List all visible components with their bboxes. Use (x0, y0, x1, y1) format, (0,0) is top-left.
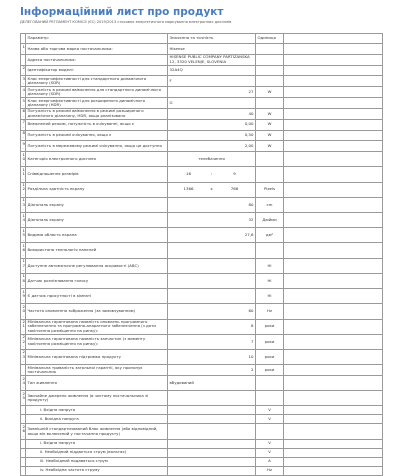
row-number: 11. (22, 166, 25, 181)
row-value (168, 415, 256, 424)
row-ref (284, 439, 383, 448)
row-number: 18. (22, 273, 25, 288)
table-row (21, 65, 383, 76)
value-part: 16 (186, 171, 191, 177)
table-row (21, 108, 383, 119)
row-unit (256, 65, 284, 76)
row-value (168, 258, 256, 273)
row-unit (256, 243, 284, 258)
row-unit: Ні (256, 258, 284, 273)
row-number: 1. (22, 43, 25, 53)
row-value (168, 466, 256, 475)
row-unit: роки (256, 334, 284, 349)
table-row (21, 119, 383, 130)
table-row (21, 365, 383, 376)
row-unit (256, 98, 284, 109)
row-parameter: Адреса постачальника: (26, 54, 168, 65)
table-row (21, 376, 383, 391)
row-ref (284, 424, 383, 439)
document-header (20, 6, 382, 25)
table-row (21, 152, 383, 167)
row-value: 27 (168, 87, 256, 98)
row-value (168, 424, 256, 439)
value-part: 768 (230, 186, 239, 192)
row-value (168, 439, 256, 448)
row-number: 9. (22, 140, 25, 151)
header-parameter: Параметр: (26, 34, 168, 44)
row-unit: Дюйми (256, 213, 284, 228)
document-title: Інформаційний лист про продукт (20, 6, 224, 18)
table-row (21, 457, 383, 466)
row-parameter: Ідентифікатор моделі: (26, 65, 168, 76)
row-parameter: Мінімальна гарантована підтримка продукту (26, 349, 168, 364)
row-value (168, 167, 256, 182)
row-parameter: Співвідношення розмірів (26, 167, 168, 182)
row-value: 7 (168, 334, 256, 349)
row-parameter: Потужність в мережевому режимі очікування, якщо це доступно (26, 141, 168, 152)
row-unit: W (256, 130, 284, 141)
row-parameter: Роздільна здатність екрану (26, 182, 168, 197)
row-unit: W (256, 119, 284, 130)
row-ref (284, 87, 383, 98)
value-part: 1366 (183, 186, 194, 192)
value-part: 9 (233, 171, 236, 177)
table-row (21, 76, 383, 87)
row-unit: дм² (256, 228, 284, 243)
row-unit (256, 54, 284, 65)
row-parameter: Потужність в режимі ввімкнення для стандартного динамічного діапазону (SDR) (26, 87, 168, 98)
row-unit: роки (256, 319, 284, 334)
row-parameter: Тип живлення (26, 376, 168, 391)
row-number: 12. (22, 182, 25, 196)
row-parameter: Мінімальна гарантована наявність запчастин (з моменту закінчення розміщення на ринку): (26, 334, 168, 349)
row-value: 60 (168, 304, 256, 319)
row-ref (284, 167, 383, 182)
table-row (21, 424, 383, 439)
table-row (21, 130, 383, 141)
row-value (168, 391, 256, 406)
table-row (21, 213, 383, 228)
row-number: 6. (22, 108, 25, 118)
row-value: телебачення (168, 152, 256, 167)
row-value: 10 (168, 349, 256, 364)
table-row (21, 439, 383, 448)
row-value: 8 (168, 319, 256, 334)
table-row (21, 54, 383, 65)
row-value (168, 182, 256, 197)
row-value: 27,6 (168, 228, 256, 243)
row-ref (284, 319, 383, 334)
row-parameter: Мінімальна тривалість загальної гарантії, яку пропонує постачальник (26, 365, 168, 376)
value-pair (170, 187, 254, 191)
table-row (21, 304, 383, 319)
row-unit: Hz (256, 304, 284, 319)
table-row (21, 197, 383, 212)
row-parameter: iv. Необхідна частота струму (26, 466, 168, 475)
product-fiche-table (20, 33, 383, 476)
row-unit: Ні (256, 289, 284, 304)
row-value: вбудований (168, 376, 256, 391)
row-parameter: Є датчик присутності в кімнаті (26, 289, 168, 304)
row-value: G (168, 98, 256, 109)
row-ref (284, 448, 383, 457)
row-value (168, 243, 256, 258)
row-value: 0,00 (168, 119, 256, 130)
row-ref (284, 243, 383, 258)
row-parameter: Назва або торгова марка постачальника: (26, 44, 168, 55)
row-number: 5. (22, 97, 25, 107)
row-number: 26. (22, 423, 25, 438)
row-number: 13. (22, 197, 25, 212)
row-number: 10. (22, 151, 25, 166)
row-unit (256, 44, 284, 55)
row-number: 19. (22, 288, 25, 303)
row-parameter: ii. Вихідна напруга (26, 415, 168, 424)
row-ref (284, 119, 383, 130)
row-parameter: Потужність в режимі очікування, якщо є (26, 130, 168, 141)
row-parameter: Датчик розпізнавання голосу (26, 273, 168, 288)
row-number: 4. (22, 86, 25, 97)
row-unit: V (256, 406, 284, 415)
row-unit (256, 152, 284, 167)
row-unit: V (256, 448, 284, 457)
value-pair (170, 172, 254, 176)
row-ref (284, 130, 383, 141)
row-parameter: Зовнішній стандартизований блок живлення (або відповідний, якщо він включений у постачання продукту) (26, 424, 168, 439)
row-ref (284, 182, 383, 197)
table-row (21, 391, 383, 406)
row-ref (284, 44, 383, 55)
table-row (21, 415, 383, 424)
row-value: 40 (168, 108, 256, 119)
row-value: F (168, 76, 256, 87)
row-ref (284, 141, 383, 152)
row-ref (284, 304, 383, 319)
row-value (168, 406, 256, 415)
row-ref (284, 391, 383, 406)
row-unit: роки (256, 365, 284, 376)
row-number: 2. (22, 65, 25, 75)
document-subtitle: ДЕЛЕГОВАНИЙ РЕГЛАМЕНТ КОМІСІЇ (ЄС) 2019/2013 стосовно енергетичного маркування електронних дисплеїв (20, 20, 232, 24)
row-number: 7. (22, 119, 25, 129)
row-unit: W (256, 108, 284, 119)
row-number: 14. (22, 212, 25, 227)
row-unit: Pixels (256, 182, 284, 197)
header-value: Значення та точність (168, 34, 256, 44)
row-number: 3. (22, 75, 25, 86)
row-value: 32A4Q (168, 65, 256, 76)
table-row (21, 319, 383, 334)
table-row (21, 406, 383, 415)
row-unit: cm (256, 197, 284, 212)
table-row (21, 141, 383, 152)
table-row (21, 448, 383, 457)
row-unit: роки (256, 349, 284, 364)
header-unit: Одиниця (256, 34, 284, 44)
row-value: 32 (168, 213, 256, 228)
row-number: 21. (22, 319, 25, 333)
table-row (21, 289, 383, 304)
row-value: 0,50 (168, 130, 256, 141)
row-value (168, 273, 256, 288)
row-parameter: Клас енергоефективності для розширеного динамічного діапазону (HDR) (26, 98, 168, 109)
row-unit: W (256, 141, 284, 152)
table-row (21, 228, 383, 243)
row-ref (284, 376, 383, 391)
row-unit (256, 376, 284, 391)
row-value: HISENSE PUBLIC COMPANY PARTIZANSKA 12, 3320 VELENJE, SLOVENIA (168, 54, 256, 65)
row-ref (284, 273, 383, 288)
row-value (168, 448, 256, 457)
value-separator: x (210, 186, 213, 192)
row-ref (284, 76, 383, 87)
table-row (21, 87, 383, 98)
row-ref (284, 365, 383, 376)
row-unit: Ні (256, 273, 284, 288)
row-ref (284, 152, 383, 167)
row-parameter: ii. Необхідний піддається струм (вольтах) (26, 448, 168, 457)
row-parameter: i. Вхідна напруга (26, 406, 168, 415)
header-ref (284, 34, 383, 44)
row-value: 2,00 (168, 141, 256, 152)
table-row (21, 167, 383, 182)
row-ref (284, 289, 383, 304)
row-ref (284, 98, 383, 109)
table-row (21, 182, 383, 197)
row-ref (284, 415, 383, 424)
row-unit (256, 76, 284, 87)
row-number: 15. (22, 227, 25, 242)
row-value: Hisense (168, 44, 256, 55)
row-parameter: Частота оновлення зображення (за замовчуванням) (26, 304, 168, 319)
row-value (168, 457, 256, 466)
row-ref (284, 213, 383, 228)
row-parameter: Вимкнений режим, потужність в очікуванні, якщо є (26, 119, 168, 130)
row-number: 8. (22, 130, 25, 140)
row-value: 80 (168, 197, 256, 212)
row-unit (256, 424, 284, 439)
row-parameter: iii. Необхідний подаваться струм (26, 457, 168, 466)
table-row (21, 44, 383, 55)
table-row (21, 466, 383, 475)
row-parameter: Звичайне джерело живлення (в чистому постачальника зі продукту) (26, 391, 168, 406)
row-parameter: Видима область екрана (26, 228, 168, 243)
row-parameter: Доступне автоматичне регулювання яскравості (АВС) (26, 258, 168, 273)
row-number: 25. (22, 390, 25, 405)
row-ref (284, 349, 383, 364)
row-unit: W (256, 87, 284, 98)
row-ref (284, 457, 383, 466)
row-unit: V (256, 415, 284, 424)
row-number: 24. (22, 375, 25, 390)
row-number: 20. (22, 303, 25, 318)
row-ref (284, 228, 383, 243)
row-ref (284, 466, 383, 475)
row-parameter: Мінімальна гарантована наявність оновлень програмного забезпечення та програмно-апаратного забезпечення (з дати закінчення розміщення на ринку): (26, 319, 168, 334)
table-row (21, 334, 383, 349)
row-unit: Hz (256, 466, 284, 475)
row-parameter: Категорія електронного дисплея (26, 152, 168, 167)
row-unit: V (256, 439, 284, 448)
row-number: 23. (22, 349, 25, 364)
row-unit: A (256, 457, 284, 466)
table-row (21, 98, 383, 109)
row-number: 17. (22, 258, 25, 272)
row-ref (284, 65, 383, 76)
row-unit (256, 167, 284, 182)
row-ref (284, 108, 383, 119)
table-row (21, 258, 383, 273)
row-ref (284, 54, 383, 65)
value-separator: : (210, 171, 213, 177)
table-row (21, 243, 383, 258)
row-ref (284, 406, 383, 415)
row-ref (284, 334, 383, 349)
row-number: 22. (22, 334, 25, 349)
row-value (168, 289, 256, 304)
table-header-row (21, 34, 383, 44)
row-ref (284, 197, 383, 212)
row-value: 2 (168, 365, 256, 376)
row-unit (256, 391, 284, 406)
row-number: 16. (22, 242, 25, 257)
row-ref (284, 258, 383, 273)
row-parameter: Клас енергоефективності для стандартного динамічного діапазону (SDR) (26, 76, 168, 87)
row-parameter: Діагональ екрану (26, 197, 168, 212)
table-row (21, 273, 383, 288)
row-parameter: Діагональ екрану (26, 213, 168, 228)
row-parameter: i. Вхідна напруга (26, 439, 168, 448)
row-parameter: Потужність в режимі ввімкнення в режимі розширеного динамічного діапазону, HDR, якщо реалізовано (26, 108, 168, 119)
table-row (21, 349, 383, 364)
row-parameter: Використана технологія панелей (26, 243, 168, 258)
